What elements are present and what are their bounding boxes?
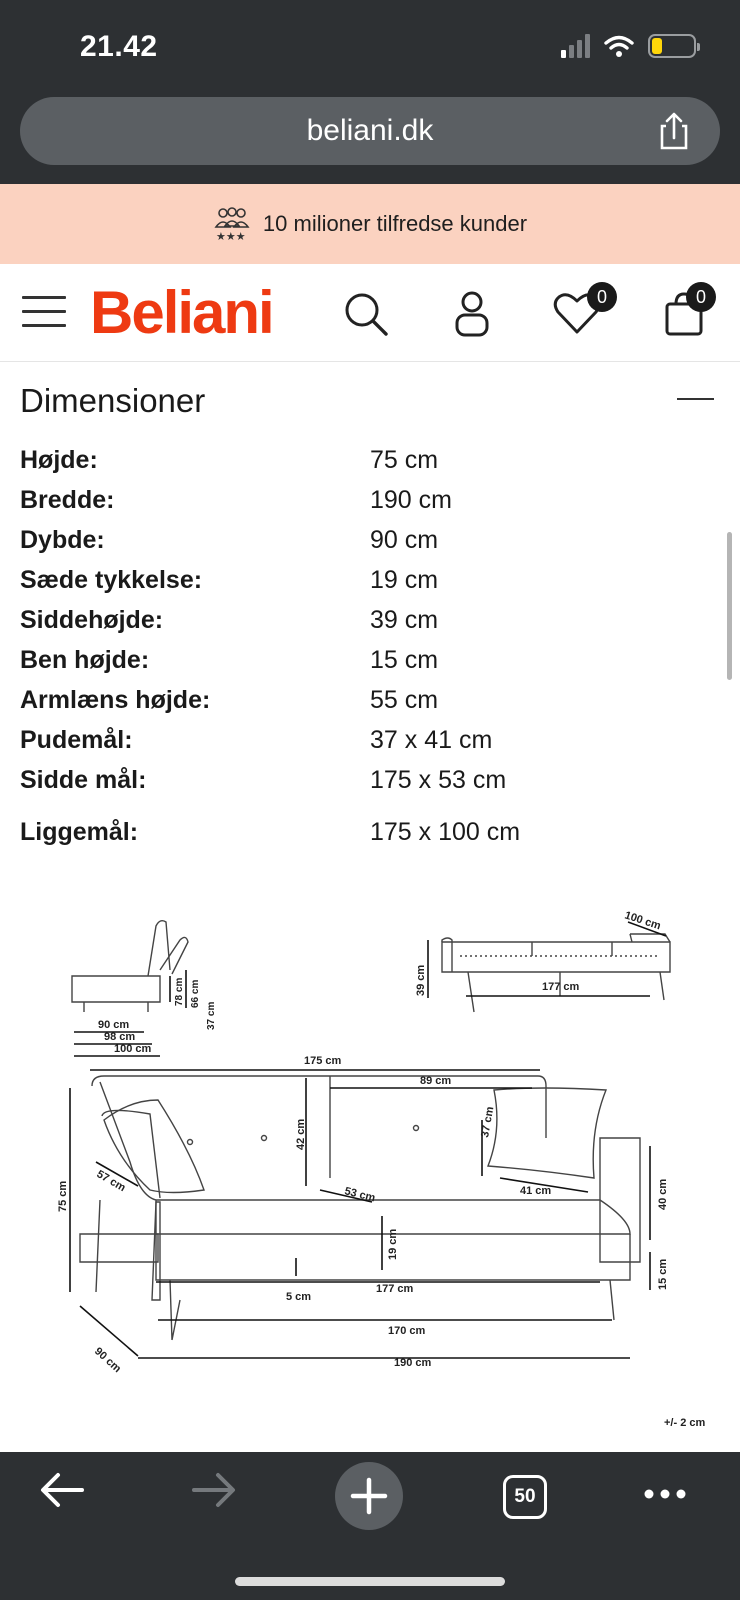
new-tab-button[interactable]: [335, 1462, 403, 1530]
drawing-label: 75 cm: [57, 1180, 69, 1212]
plus-icon[interactable]: [335, 1462, 403, 1530]
drawing-label: 190 cm: [394, 1357, 432, 1369]
dimension-value: 90 cm: [370, 526, 439, 554]
dimension-row: [20, 726, 700, 762]
share-icon[interactable]: [656, 111, 692, 151]
dimension-row: [20, 818, 700, 854]
svg-text:★★★: ★★★: [215, 231, 246, 243]
drawing-label: 100 cm: [114, 1043, 152, 1055]
dimension-label: Ben højde:: [20, 646, 150, 674]
page-scrollbar[interactable]: [727, 532, 732, 680]
dimension-label: Sæde tykkelse:: [20, 566, 203, 594]
menu-icon[interactable]: [22, 296, 66, 328]
drawing-label: 100 cm: [623, 909, 663, 933]
drawing-label: 57 cm: [94, 1168, 128, 1195]
drawing-label: 39 cm: [415, 964, 427, 996]
url-text[interactable]: beliani.dk: [306, 114, 434, 147]
drawing-label: 53 cm: [343, 1185, 377, 1205]
arrow-left-icon[interactable]: [38, 1470, 86, 1510]
wifi-icon: [604, 34, 634, 58]
dimension-value: 55 cm: [370, 686, 439, 714]
drawing-label: 170 cm: [388, 1325, 426, 1337]
drawing-label: 37 cm: [206, 1001, 217, 1030]
drawing-label: 5 cm: [286, 1291, 312, 1303]
dimension-label: Dybde:: [20, 526, 105, 554]
dimension-row: [20, 526, 700, 562]
dimension-row: [20, 486, 700, 522]
battery-icon: [648, 34, 696, 58]
user-icon[interactable]: [452, 290, 492, 338]
status-icons: [561, 34, 696, 58]
dimension-label: Liggemål:: [20, 818, 139, 846]
dimension-label: Pudemål:: [20, 726, 133, 754]
search-icon[interactable]: [342, 290, 390, 338]
dimension-label: Højde:: [20, 446, 98, 474]
drawing-label: 19 cm: [387, 1228, 399, 1260]
wishlist-count-badge: 0: [587, 282, 617, 312]
drawing-label: 175 cm: [304, 1055, 342, 1067]
drawing-label: 15 cm: [657, 1258, 669, 1290]
drawing-label: 98 cm: [104, 1031, 136, 1043]
dimension-value: 175 x 100 cm: [370, 818, 521, 846]
drawing-label: 89 cm: [420, 1075, 452, 1087]
dimensions-title[interactable]: Dimensioner: [20, 382, 206, 419]
drawing-label: 177 cm: [376, 1283, 414, 1295]
drawing-label: 177 cm: [542, 981, 580, 993]
promo-banner: [0, 184, 740, 264]
dimension-value: 19 cm: [370, 566, 439, 594]
cart-count-badge: 0: [686, 282, 716, 312]
drawing-label: 37 cm: [479, 1105, 497, 1139]
dimension-row: [20, 766, 700, 802]
collapse-icon[interactable]: [677, 398, 714, 400]
drawing-label: 40 cm: [657, 1178, 669, 1210]
beliani-logo[interactable]: Beliani: [90, 279, 273, 346]
dimension-label: Bredde:: [20, 486, 115, 514]
signal-icon: [561, 34, 590, 58]
drawing-label: 90 cm: [98, 1019, 130, 1031]
dimension-value: 37 x 41 cm: [370, 726, 493, 754]
arrow-right-icon[interactable]: [190, 1470, 238, 1510]
browser-chrome: [0, 0, 740, 184]
dimension-row: [20, 606, 700, 642]
drawing-label: 66 cm: [190, 979, 201, 1008]
dimension-value: 75 cm: [370, 446, 439, 474]
promo-text: 10 milioner tilfredse kunder: [262, 211, 528, 236]
drawing-label: 78 cm: [174, 977, 185, 1006]
dimension-value: 15 cm: [370, 646, 439, 674]
url-bar[interactable]: [20, 97, 720, 165]
customers-icon: [213, 205, 251, 243]
dimension-row: [20, 566, 700, 602]
tolerance-label: +/- 2 cm: [664, 1417, 706, 1429]
drawing-label: 42 cm: [295, 1118, 307, 1150]
drawing-label: 90 cm: [91, 1345, 124, 1376]
more-icon[interactable]: [642, 1487, 688, 1501]
tabs-button[interactable]: 50: [503, 1475, 547, 1519]
drawing-label: 41 cm: [520, 1185, 552, 1197]
dimension-row: [20, 646, 700, 682]
site-header: [0, 264, 740, 362]
dimension-label: Armlæns højde:: [20, 686, 211, 714]
home-indicator[interactable]: [235, 1577, 505, 1586]
status-time: 21.42: [80, 30, 158, 63]
dimension-value: 190 cm: [370, 486, 452, 514]
dimension-row: [20, 446, 700, 482]
sofa-dimension-drawing: [0, 900, 740, 1440]
dimension-label: Sidde mål:: [20, 766, 147, 794]
dimension-value: 39 cm: [370, 606, 439, 634]
dimension-row: [20, 686, 700, 722]
dimension-label: Siddehøjde:: [20, 606, 164, 634]
dimension-value: 175 x 53 cm: [370, 766, 507, 794]
